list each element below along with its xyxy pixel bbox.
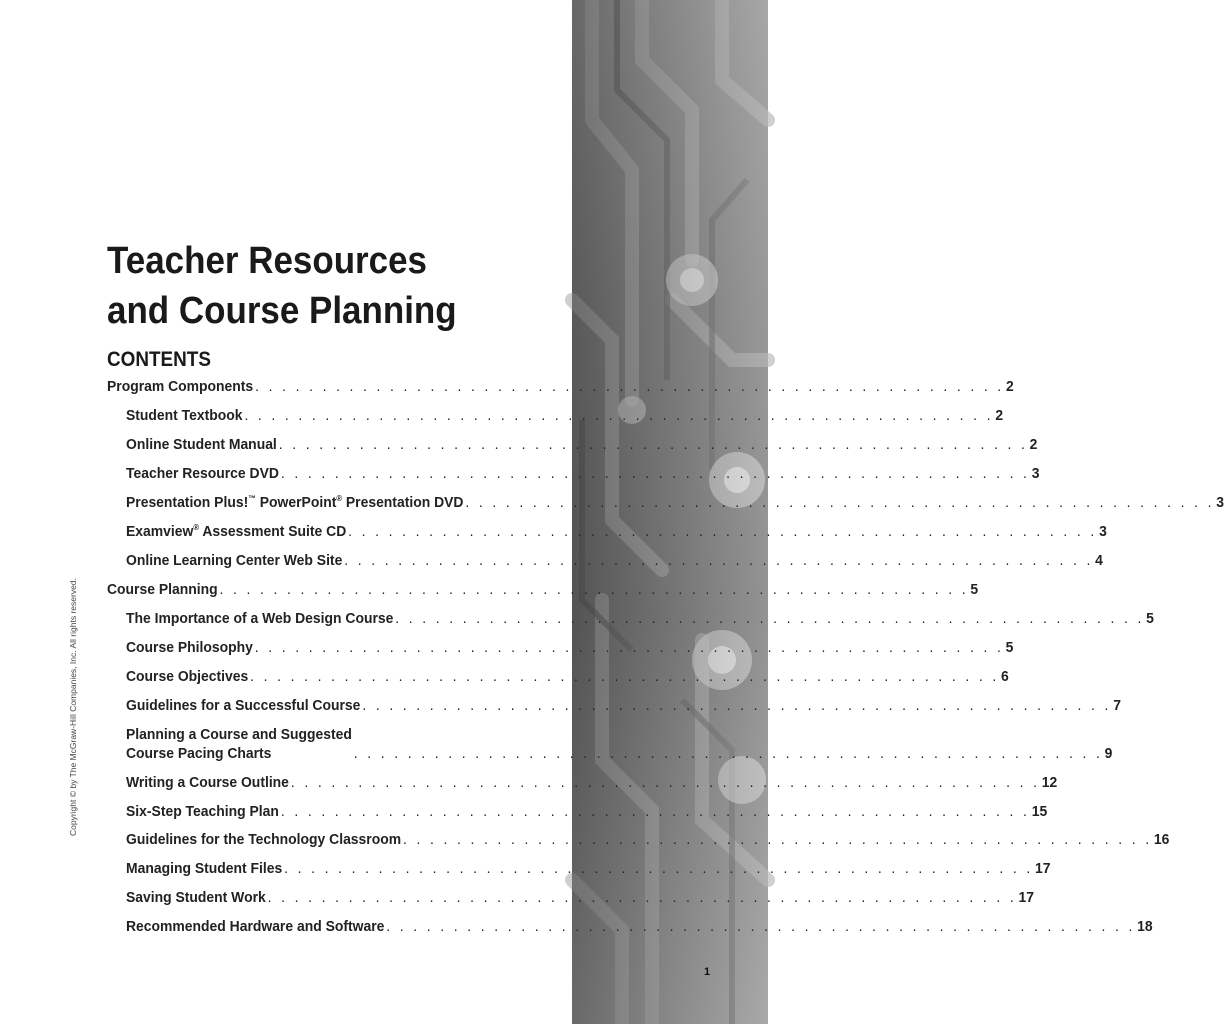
toc-entry-page: 2 [1029, 437, 1038, 453]
leader-dots: . . . . . . . . . . . . . . . . . . . . . . . . . . . . . . . . . . . . . . . . . . . . . . . . . . . . . . . . [254, 640, 1004, 656]
toc-entry-label: Writing a Course Outline [126, 775, 289, 791]
toc-entry-hardware-software[interactable] [126, 918, 1153, 937]
leader-dots: . . . . . . . . . . . . . . . . . . . . . . . . . . . . . . . . . . . . . . . . . . . . . . . . . . . . . . . . [344, 553, 1094, 569]
toc-entry-page: 16 [1153, 832, 1170, 848]
leader-dots: . . . . . . . . . . . . . . . . . . . . . . . . . . . . . . . . . . . . . . . . . . . . . . . . . . . . . . . . [219, 582, 969, 598]
page-title [107, 236, 457, 336]
leader-dots: . . . . . . . . . . . . . . . . . . . . . . . . . . . . . . . . . . . . . . . . . . . . . . . . . . . . . . . . [290, 775, 1040, 791]
toc-entry-online-learning-center[interactable] [126, 552, 1103, 571]
trademark-symbol: ™ [248, 494, 256, 503]
toc-entry-saving-student-work[interactable] [126, 889, 1035, 908]
toc-entry-page: 4 [1095, 553, 1103, 569]
toc-entry-managing-student-files[interactable] [126, 860, 1051, 879]
toc-entry-course-objectives[interactable] [126, 668, 1009, 687]
toc-entry-page: 6 [1001, 669, 1009, 685]
toc-entry-presentation-plus-dvd[interactable] [126, 494, 1224, 513]
leader-dots: . . . . . . . . . . . . . . . . . . . . . . . . . . . . . . . . . . . . . . . . . . . . . . . . . . . . . . . . [255, 379, 1005, 395]
toc-entry-label: The Importance of a Web Design Course [126, 611, 394, 627]
toc-entry-guidelines-successful-course[interactable] [126, 697, 1121, 716]
toc-entry-page: 15 [1031, 804, 1048, 820]
leader-dots: . . . . . . . . . . . . . . . . . . . . . . . . . . . . . . . . . . . . . . . . . . . . . . . . . . . . . . . . [465, 495, 1215, 511]
leader-dots: . . . . . . . . . . . . . . . . . . . . . . . . . . . . . . . . . . . . . . . . . . . . . . . . . . . . . . . . [280, 466, 1030, 482]
toc-entry-writing-course-outline[interactable] [126, 774, 1058, 793]
toc-entry-planning-course-pacing[interactable] [126, 726, 1113, 764]
toc-entry-online-student-manual[interactable] [126, 436, 1038, 455]
toc-entry-page: 5 [970, 582, 979, 598]
toc-entry-label: Teacher Resource DVD [126, 466, 279, 482]
toc-entry-label: Course Planning [107, 582, 218, 598]
toc-entry-page: 12 [1041, 775, 1058, 791]
leader-dots: . . . . . . . . . . . . . . . . . . . . . . . . . . . . . . . . . . . . . . . . . . . . . . . . . . . . . . . . [267, 890, 1017, 906]
toc-entry-page: 2 [1005, 379, 1014, 395]
toc-entry-page: 5 [1005, 640, 1014, 656]
toc-entry-label: Guidelines for the Technology Classroom [126, 832, 402, 848]
toc-entry-student-textbook[interactable] [126, 407, 1004, 426]
leader-dots: . . . . . . . . . . . . . . . . . . . . . . . . . . . . . . . . . . . . . . . . . . . . . . . . . . . . . . . . [386, 919, 1136, 935]
toc-entry-label: Guidelines for a Successful Course [126, 698, 361, 714]
toc-entry-label-line-2: Course Pacing Charts [126, 746, 272, 762]
toc-entry-label: Program Components [107, 379, 254, 395]
toc-entry-page: 9 [1104, 746, 1113, 762]
toc-entry-page: 3 [1099, 524, 1107, 540]
leader-dots: . . . . . . . . . . . . . . . . . . . . . . . . . . . . . . . . . . . . . . . . . . . . . . . . . . . . . . . . [353, 746, 1103, 762]
label-part: PowerPoint [255, 495, 337, 511]
toc-entry-label: Managing Student Files [126, 861, 283, 877]
contents-heading: CONTENTS [107, 348, 211, 371]
toc-entry-course-planning[interactable] [107, 581, 979, 600]
leader-dots: . . . . . . . . . . . . . . . . . . . . . . . . . . . . . . . . . . . . . . . . . . . . . . . . . . . . . . . . [362, 698, 1112, 714]
leader-dots: . . . . . . . . . . . . . . . . . . . . . . . . . . . . . . . . . . . . . . . . . . . . . . . . . . . . . . . . [250, 669, 1000, 685]
toc-entry-page: 5 [1146, 611, 1154, 627]
toc-entry-label: Course Objectives [126, 669, 249, 685]
toc-entry-page: 17 [1035, 861, 1051, 877]
label-part: Presentation Plus! [126, 495, 249, 511]
toc-entry-importance-web-design[interactable] [126, 610, 1154, 629]
page-number: 1 [704, 966, 711, 978]
toc-entry-label: Six-Step Teaching Plan [126, 804, 279, 820]
title-line-1: Teacher Resources [107, 240, 427, 282]
leader-dots: . . . . . . . . . . . . . . . . . . . . . . . . . . . . . . . . . . . . . . . . . . . . . . . . . . . . . . . . [280, 804, 1030, 820]
leader-dots: . . . . . . . . . . . . . . . . . . . . . . . . . . . . . . . . . . . . . . . . . . . . . . . . . . . . . . . . [244, 408, 994, 424]
copyright-notice: Copyright © by The McGraw-Hill Companies, Inc. All rights reserved. [68, 578, 78, 836]
label-part: Examview [126, 524, 194, 540]
registered-symbol: ® [336, 494, 343, 503]
toc-entry-label [126, 523, 346, 542]
title-line-2: and Course Planning [107, 290, 457, 332]
toc-entry-label: Recommended Hardware and Software [126, 919, 385, 935]
toc-entry-label: Saving Student Work [126, 890, 266, 906]
toc-entry-label: Course Philosophy [126, 640, 253, 656]
registered-symbol: ® [193, 523, 200, 532]
leader-dots: . . . . . . . . . . . . . . . . . . . . . . . . . . . . . . . . . . . . . . . . . . . . . . . . . . . . . . . . [395, 611, 1145, 627]
toc-entry-label: Online Student Manual [126, 437, 277, 453]
toc-entry-program-components[interactable] [107, 378, 1014, 397]
leader-dots: . . . . . . . . . . . . . . . . . . . . . . . . . . . . . . . . . . . . . . . . . . . . . . . . . . . . . . . . [284, 861, 1034, 877]
toc-entry-page: 18 [1137, 919, 1153, 935]
toc-entry-label: Online Learning Center Web Site [126, 553, 343, 569]
leader-dots: . . . . . . . . . . . . . . . . . . . . . . . . . . . . . . . . . . . . . . . . . . . . . . . . . . . . . . . . [403, 832, 1152, 848]
toc-entry-course-philosophy[interactable] [126, 639, 1014, 658]
toc-entry-page: 3 [1031, 466, 1040, 482]
toc-entry-label [126, 494, 463, 513]
toc-entry-label [126, 726, 352, 764]
toc-entry-page: 7 [1113, 698, 1121, 714]
leader-dots: . . . . . . . . . . . . . . . . . . . . . . . . . . . . . . . . . . . . . . . . . . . . . . . . . . . . . . . . [278, 437, 1028, 453]
toc-entry-page: 3 [1216, 495, 1224, 511]
toc-entry-label-line-1: Planning a Course and Suggested [126, 727, 352, 743]
toc-entry-technology-classroom[interactable] [126, 831, 1170, 850]
toc-entry-examview-suite-cd[interactable] [126, 523, 1107, 542]
toc-entry-label: Student Textbook [126, 408, 243, 424]
label-part: Presentation DVD [342, 495, 464, 511]
toc-entry-teacher-resource-dvd[interactable] [126, 465, 1040, 484]
toc-entry-page: 2 [995, 408, 1004, 424]
label-part: Assessment Suite CD [199, 524, 347, 540]
leader-dots: . . . . . . . . . . . . . . . . . . . . . . . . . . . . . . . . . . . . . . . . . . . . . . . . . . . . . . . . [348, 524, 1098, 540]
toc-entry-six-step-teaching-plan[interactable] [126, 803, 1048, 822]
toc-entry-page: 17 [1018, 890, 1035, 906]
